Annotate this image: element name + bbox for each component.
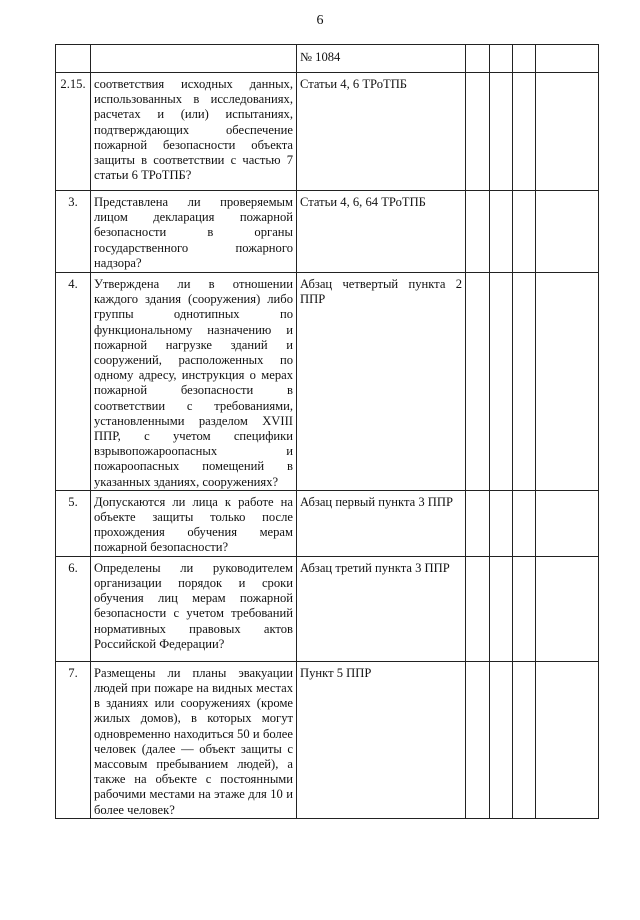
cell-note <box>536 191 599 273</box>
cell-note <box>536 556 599 661</box>
cell-yes <box>466 191 490 273</box>
cell-na <box>513 490 536 556</box>
table-row <box>56 556 599 661</box>
cell-reference: Статьи 4, 6, 64 ТРоТПБ <box>297 191 466 273</box>
cell-na <box>513 191 536 273</box>
cell-yes <box>466 661 490 818</box>
cell-question: Определены ли руководителем организации порядок и сроки обучения лиц мерам пожарной безопасности с учетом требований нормативных правовых актов Российской Федерации? <box>91 556 297 661</box>
cell-question: соответствия исходных данных, использованных в исследованиях, расчетах и (или) испытаниях, подтверждающих обеспечение пожарной безопасности объекта защиты в соответствии с частью 7 статьи 6 ТРоТПБ? <box>91 73 297 191</box>
cell-no <box>490 661 513 818</box>
cell-yes <box>466 490 490 556</box>
table-row <box>56 273 599 491</box>
checklist-table <box>55 44 599 819</box>
cell-num: 4. <box>56 273 91 491</box>
cell-yes <box>466 73 490 191</box>
header-row <box>56 45 599 73</box>
cell-reference: Абзац третий пункта 3 ППР <box>297 556 466 661</box>
cell-reference: Абзац первый пункта 3 ППР <box>297 490 466 556</box>
cell-no <box>490 45 513 73</box>
cell-num: 7. <box>56 661 91 818</box>
cell-reference: Абзац четвертый пункта 2 ППР <box>297 273 466 491</box>
cell-question: Допускаются ли лица к работе на объекте защиты только после прохождения обучения мерам пожарной безопасности? <box>91 490 297 556</box>
cell-question: Представлена ли проверяемым лицом декларация пожарной безопасности в органы государственного пожарного надзора? <box>91 191 297 273</box>
table-row <box>56 73 599 191</box>
table-row <box>56 490 599 556</box>
cell-na <box>513 273 536 491</box>
cell-num: 5. <box>56 490 91 556</box>
cell-yes <box>466 556 490 661</box>
cell-no <box>490 556 513 661</box>
cell-yes <box>466 45 490 73</box>
cell-note <box>536 661 599 818</box>
cell-num: 3. <box>56 191 91 273</box>
cell-note <box>536 273 599 491</box>
cell-reference: Пункт 5 ППР <box>297 661 466 818</box>
cell-note <box>536 490 599 556</box>
cell-no <box>490 273 513 491</box>
cell-reference: Статьи 4, 6 ТРоТПБ <box>297 73 466 191</box>
cell-question: Размещены ли планы эвакуации людей при пожаре на видных местах в зданиях или сооружениях (кроме жилых домов), в которых могут одновременно находиться 50 и более человек (далее — объект защиты с массовым пребыванием людей), а также на объекте с постоянными рабочими местами на этаже для 10 и более человек? <box>91 661 297 818</box>
cell-yes <box>466 273 490 491</box>
cell-na <box>513 556 536 661</box>
cell-na <box>513 45 536 73</box>
cell-no <box>490 490 513 556</box>
cell-num: 2.15. <box>56 73 91 191</box>
cell-note <box>536 45 599 73</box>
cell-na <box>513 661 536 818</box>
cell-question: Утверждена ли в отношении каждого здания (сооружения) либо группы однотипных по функциональному назначению и пожарной нагрузке зданий и сооружений, расположенных по одному адресу, инструкция о мерах пожарной безопасности в соответствии с требованиями, установленными разделом XVIII ППР, с учетом специфики взрывопожароопасных и пожароопасных помещений в указанных зданиях, сооружениях? <box>91 273 297 491</box>
cell-note <box>536 73 599 191</box>
cell-no <box>490 191 513 273</box>
cell-question <box>91 45 297 73</box>
cell-na <box>513 73 536 191</box>
cell-num: 6. <box>56 556 91 661</box>
cell-no <box>490 73 513 191</box>
page-number: 6 <box>316 13 324 28</box>
table-row <box>56 191 599 273</box>
cell-num <box>56 45 91 73</box>
cell-reference: № 1084 <box>297 45 466 73</box>
table-row <box>56 661 599 818</box>
